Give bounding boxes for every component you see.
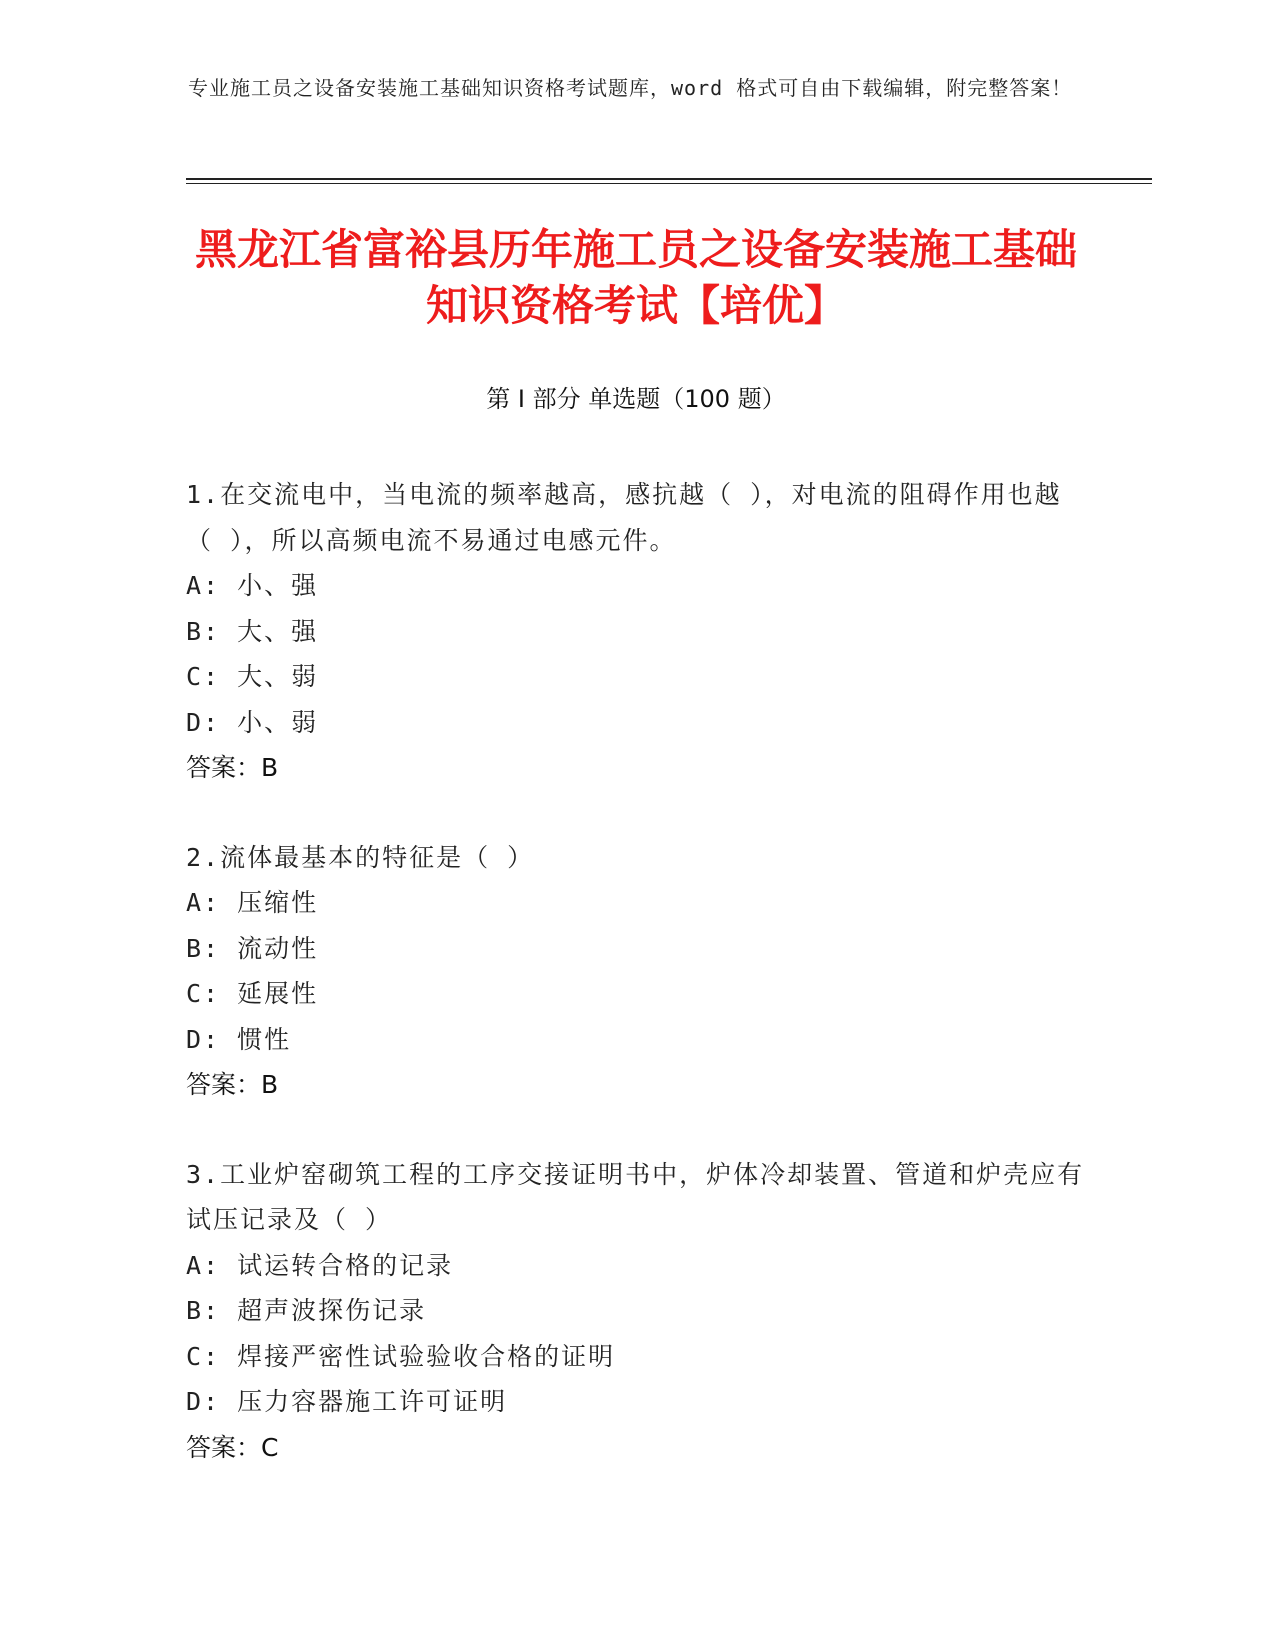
question-text: 1.在交流电中，当电流的频率越高，感抗越（ ），对电流的阻碍作用也越（ ），所以高频电流不易通过电感元件。: [186, 480, 1062, 555]
option-c: C: 焊接严密性试验验收合格的证明: [186, 1341, 616, 1371]
question-3: [186, 1152, 1086, 1471]
option-c: C: 大、弱: [186, 662, 319, 691]
answer: 答案：B: [186, 753, 279, 782]
option-a: A: 压缩性: [186, 888, 319, 917]
option-b: B: 大、强: [186, 616, 319, 646]
option-a: A: 小、强: [186, 571, 319, 600]
question-list: [186, 472, 1086, 1514]
answer: 答案：B: [186, 1070, 279, 1099]
header-divider-thin: [186, 183, 1152, 184]
option-d: D: 压力容器施工许可证明: [186, 1387, 508, 1416]
option-d: D: 惯性: [186, 1024, 292, 1054]
option-b: B: 超声波探伤记录: [186, 1296, 427, 1325]
question-text: 3.工业炉窑砌筑工程的工序交接证明书中，炉体冷却装置、管道和炉壳应有试压记录及（ ）: [186, 1159, 1085, 1234]
option-d: D: 小、弱: [186, 707, 319, 737]
section-title: 第 I 部分 单选题（100 题）: [486, 385, 786, 413]
question-2: [186, 835, 1086, 1108]
header-note: 专业施工员之设备安装施工基础知识资格考试题库，word 格式可自由下载编辑，附完整答案！: [188, 76, 1073, 100]
question-text: 2.流体最基本的特征是（ ）: [186, 842, 535, 872]
option-c: C: 延展性: [186, 979, 319, 1008]
option-b: B: 流动性: [186, 933, 319, 963]
header-divider-thick: [186, 178, 1152, 180]
question-1: [186, 472, 1086, 791]
option-a: A: 试运转合格的记录: [186, 1250, 454, 1280]
document-title: 黑龙江省富裕县历年施工员之设备安装施工基础知识资格考试【培优】: [194, 225, 1077, 330]
answer: 答案：C: [186, 1432, 279, 1462]
